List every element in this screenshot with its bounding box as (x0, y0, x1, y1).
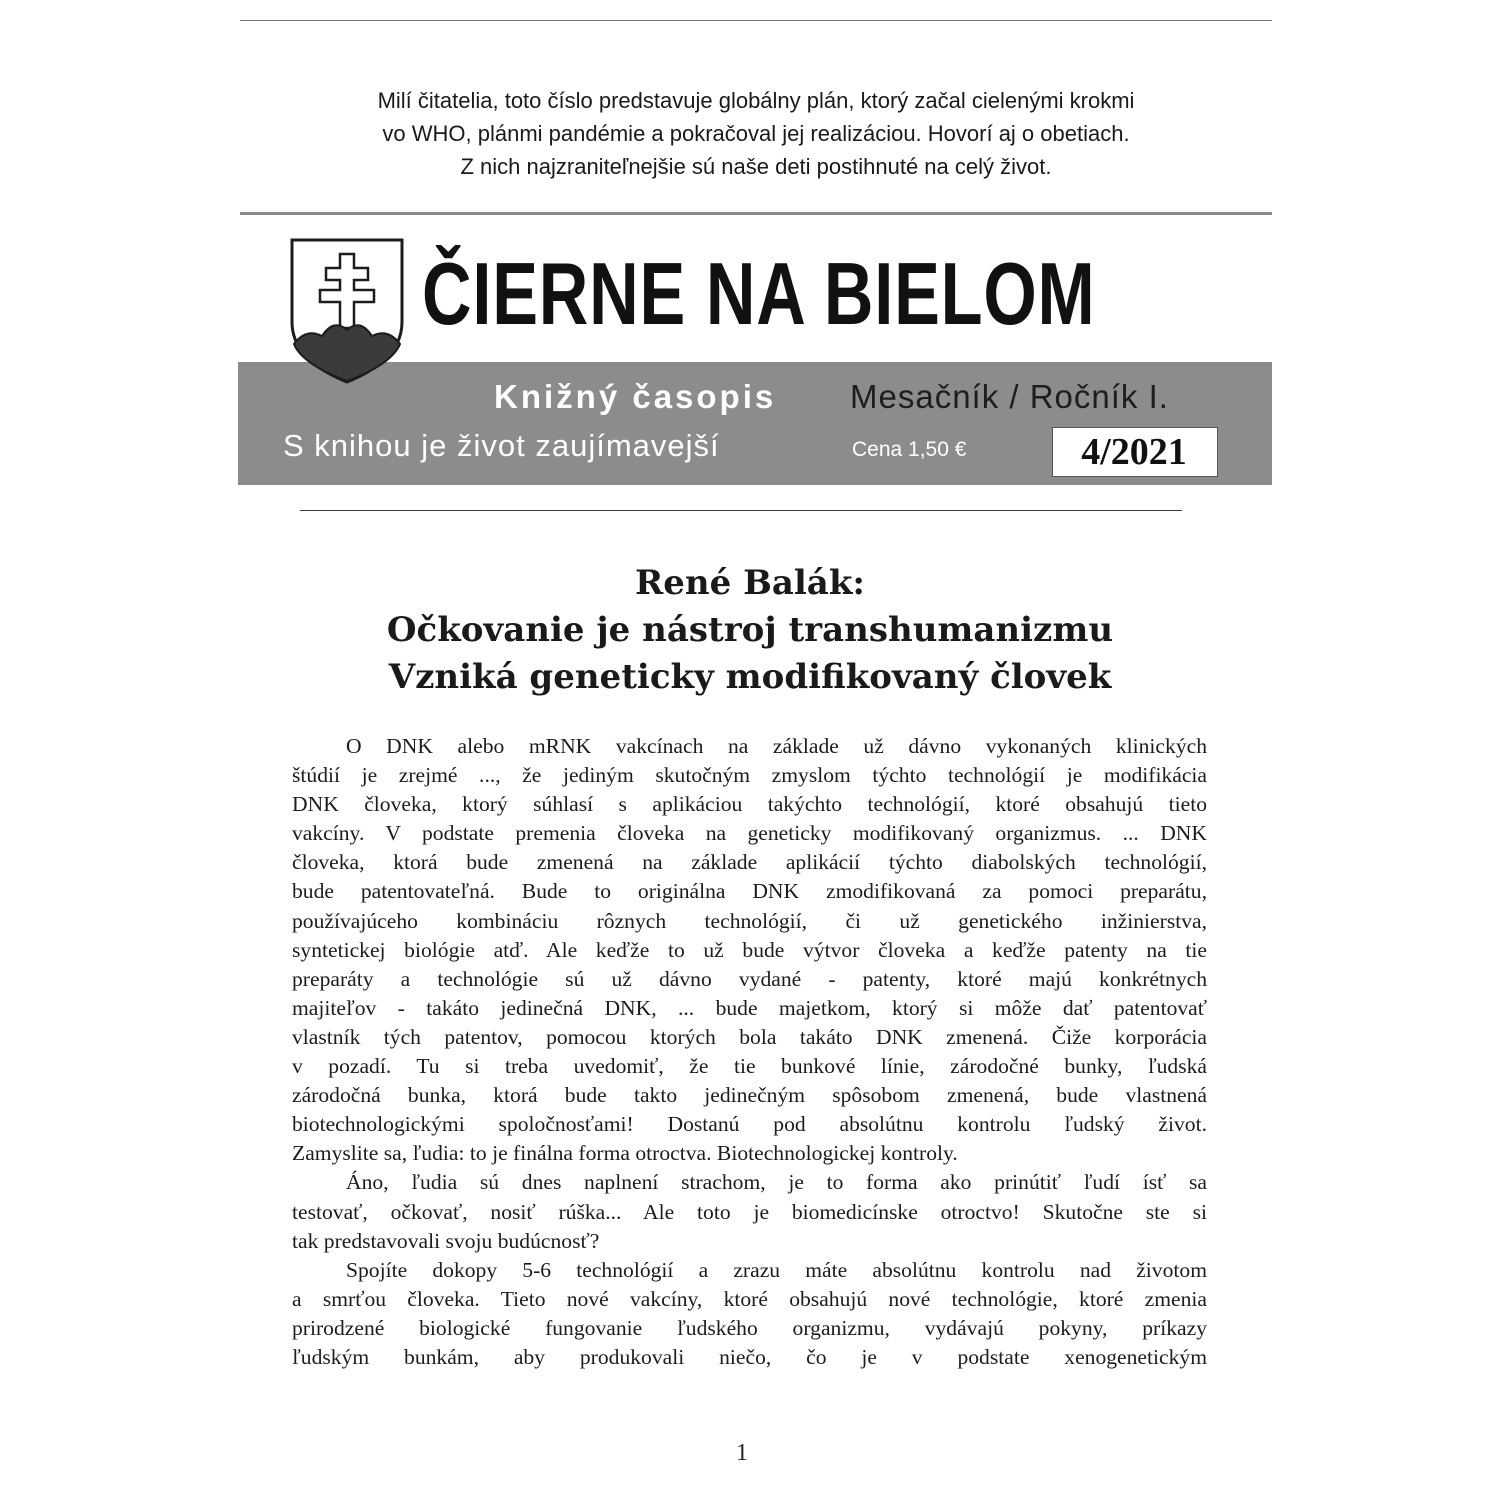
intro-line: Z nich najzraniteľnejšie sú naše deti postihnuté na celý život. (460, 154, 1052, 179)
magazine-type: Knižný časopis (494, 378, 777, 415)
header-bottom-rule (300, 510, 1182, 511)
body-line: O DNK alebo mRNK vakcínach na základe už dávno vykonaných klinických (346, 734, 1207, 758)
body-line: používajúceho kombináciu rôznych technológií, či už genetického inžinierstva, (292, 908, 1207, 933)
article-title-line: Očkovanie je nástroj transhumanizmu (386, 610, 1114, 650)
body-line: štúdií je zrejmé ..., že jediným skutočným zmyslom týchto technológií je modifikácia (292, 763, 1207, 788)
slogan: S knihou je život zaujímavejší (283, 428, 720, 463)
article-title-line: Vzniká geneticky modifikovaný človek (388, 657, 1112, 697)
body-line: bude patentovateľná. Bude to originálna DNK zmodifikovaná za pomoci preparátu, (292, 879, 1207, 904)
body-line: testovať, očkovať, nosiť rúška... Ale toto je biomedicínske otroctvo! Skutočne ste si (292, 1199, 1207, 1224)
body-line: majiteľov - takáto jedinečná DNK, ... bude majetkom, ktorý si môže dať patentovať (292, 995, 1207, 1020)
body-line: človeka, ktorá bude zmenená na základe aplikácií týchto diabolských technológií, (292, 850, 1207, 875)
body-line: v pozadí. Tu si treba uvedomiť, že tie bunkové línie, zárodočné bunky, ľudská (292, 1054, 1207, 1079)
top-rule (240, 20, 1272, 21)
intro-line: Milí čitatelia, toto číslo predstavuje globálny plán, ktorý začal cielenými krokmi (377, 88, 1135, 113)
issue-number: 4/2021 (1081, 431, 1187, 473)
masthead-top-rule (240, 212, 1272, 215)
body-line: a smrťou človeka. Tieto nové vakcíny, ktoré obsahujú nové technológie, ktoré zmenia (292, 1286, 1207, 1311)
frequency-label: Mesačník / Ročník I. (850, 378, 1169, 415)
body-line: prirodzené biologické fungovanie ľudského organizmu, vydávajú pokyny, príkazy (292, 1315, 1207, 1340)
body-line: vakcíny. V podstate premenia človeka na geneticky modifikovaný organizmus. ... DNK (292, 821, 1207, 846)
body-line: syntetickej biológie atď. Ale keďže to už bude výtvor človeka a keďže patenty na tie (292, 937, 1207, 962)
price-label: Cena 1,50 € (852, 438, 967, 461)
body-line: preparáty a technológie sú už dávno vydané - patenty, ktoré majú konkrétnych (292, 966, 1207, 991)
body-line: Áno, ľudia sú dnes naplnení strachom, je to forma ako prinútiť ľudí ísť sa (346, 1170, 1207, 1195)
body-line: tak predstavovali svoju budúcnosť? (292, 1228, 600, 1253)
slovak-coat-of-arms-icon (288, 236, 406, 386)
article-heading (240, 560, 1260, 701)
article-body (292, 732, 1207, 1372)
page-number: 1 (736, 1440, 748, 1466)
body-line: DNK človeka, ktorý súhlasí s aplikáciou takýchto technológií, ktoré obsahujú tieto (292, 792, 1207, 817)
intro-line: vo WHO, plánmi pandémie a pokračoval jej realizáciou. Hovorí aj o obetiach. (382, 121, 1130, 146)
body-line: zárodočná bunka, ktorá bude takto jedinečným spôsobom zmenená, bude vlastnená (292, 1083, 1207, 1108)
body-line: vlastník tých patentov, pomocou ktorých bola takáto DNK zmenená. Čiže korporácia (292, 1024, 1207, 1049)
body-line: ľudským bunkám, aby produkovali niečo, čo je v podstate xenogenetickým (292, 1344, 1207, 1369)
body-line: biotechnologickými spoločnosťami! Dostanú pod absolútnu kontrolu ľudský život. (292, 1112, 1207, 1137)
body-line: Spojíte dokopy 5-6 technológií a zrazu máte absolútnu kontrolu nad životom (346, 1257, 1207, 1282)
article-author: René Balák: (635, 563, 865, 603)
masthead-title: ČIERNE NA BIELOM (422, 244, 1096, 343)
body-line: Zamyslite sa, ľudia: to je finálna forma otroctva. Biotechnologickej kontroly. (292, 1141, 958, 1166)
intro-note (240, 84, 1272, 183)
